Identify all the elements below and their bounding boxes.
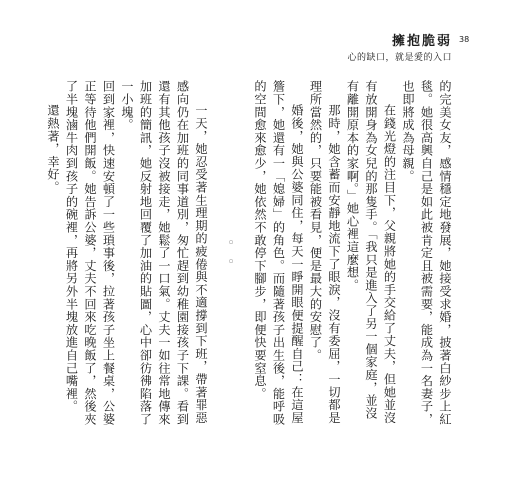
paragraph: 還熱著，幸好。 xyxy=(46,104,60,194)
section-separator: ◦◦ xyxy=(223,236,239,274)
paragraph: 的完美女友，感情穩定地發展，她接受求婚，披著白紗步上紅毯。她很高興自己是如此被肯定且被需要，能成為一名妻子，也即將成為母親。 xyxy=(401,80,452,426)
book-subtitle: 心的缺口，就是愛的入口 xyxy=(347,53,452,63)
paragraph: 在錢光燈的注目下，父親將她的手交給了丈夫，但她並沒有放開身為女兒的那隻手。「我只是進入了另一個家庭，並沒有離開原本的家啊。」她心裡這麼想。 xyxy=(345,80,397,425)
paragraph: 回到家裡，快速安頓了一些瑣事後，拉著孩子坐上餐桌，公婆正等待他們開飯。她告訴公婆，丈夫不回來吃晚飯了，然後夾了半塊滷牛肉到孩子的碗裡，再將另外半塊放進自己嘴裡。 xyxy=(64,80,116,426)
paragraph: 婚後，她與公婆同住，每天一睜開眼便提醒自己：在這屋簷下，她還有一「媳婦」的角色。而隨著孩子出生後，能呼吸的空間愈來愈少，她依然不敢停下腳步，即便快要窒息。 xyxy=(253,80,304,426)
paragraph: 一天，她忍受著生理期的疲倦與不適撐到下班，帶著罪惡感向仍在加班的同事道別，匆忙趕到幼稚園接孩子下課。看到還有其他孩子沒被接走，她鬆了一口氣。丈夫一如往常地傳來加班的簡訊，她反射地回覆了加油的貼圖，心中卻彷彿陷落了一小塊。 xyxy=(120,80,208,426)
running-header xyxy=(347,34,452,64)
page-number: 38 xyxy=(459,35,470,44)
book-title: 擁抱脆弱 xyxy=(391,34,452,49)
body-text xyxy=(46,80,454,430)
paragraph: 那時，她含蓄而安靜地流下了眼淚，沒有委屈，一切都是理所當然的，只要能被看見，便是最大的安慰了。 xyxy=(308,80,341,425)
